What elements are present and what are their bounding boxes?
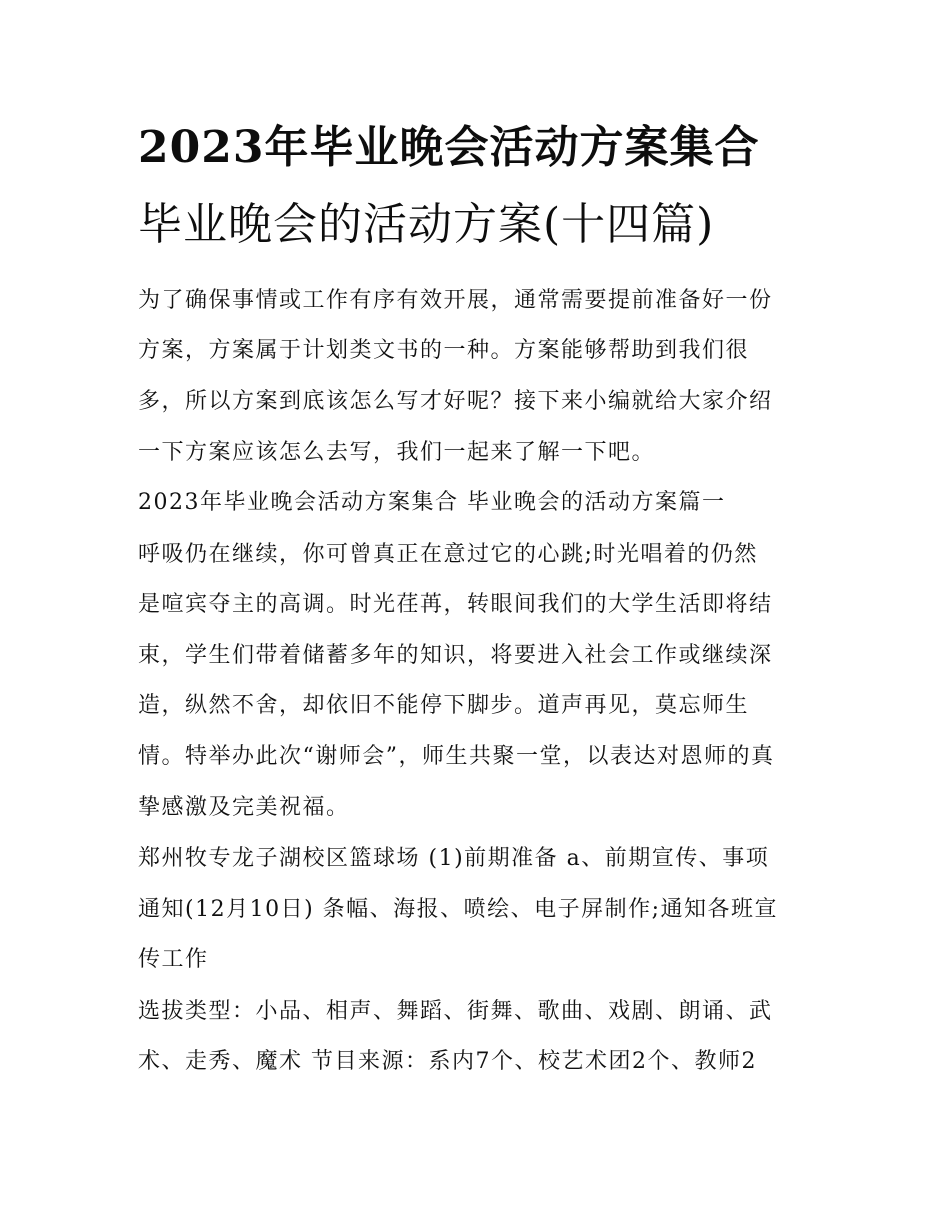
body-text-line: 造，纵然不舍，却依旧不能停下脚步。道声再见，莫忘师生	[138, 693, 750, 718]
body-text-line: 挚感激及完美祝福。	[138, 795, 350, 820]
body-text-line: 选拔类型：小品、相声、舞蹈、街舞、歌曲、戏剧、朗诵、武	[138, 999, 773, 1024]
document-title-line-2: 毕业晚会的活动方案(十四篇)	[138, 199, 715, 250]
body-text-line: 方案，方案属于计划类文书的一种。方案能够帮助到我们很	[138, 338, 750, 363]
body-text-line: 传工作	[138, 947, 209, 972]
body-text-line: 呼吸仍在继续，你可曾真正在意过它的心跳;时光唱着的仍然	[138, 542, 758, 567]
body-text-line: 术、走秀、魔术 节目来源：系内7个、校艺术团2个、教师2	[138, 1049, 757, 1074]
body-text-line: 通知(12月10日) 条幅、海报、喷绘、电子屏制作;通知各班宣	[138, 897, 779, 922]
body-text-line: 为了确保事情或工作有序有效开展，通常需要提前准备好一份	[138, 288, 773, 313]
document-title-line-1: 2023年毕业晚会活动方案集合	[138, 122, 760, 173]
body-text-line: 是喧宾夺主的高调。时光荏苒，转眼间我们的大学生活即将结	[138, 592, 773, 617]
body-text-line: 束，学生们带着储蓄多年的知识，将要进入社会工作或继续深	[138, 643, 773, 668]
body-text-line: 情。特举办此次“谢师会”，师生共聚一堂，以表达对恩师的真	[138, 744, 775, 769]
body-text-line: 郑州牧专龙子湖校区篮球场 (1)前期准备 a、前期宣传、事项	[138, 846, 770, 871]
section-heading-line: 2023年毕业晚会活动方案集合 毕业晚会的活动方案篇一	[138, 490, 726, 515]
body-text-line: 一下方案应该怎么去写，我们一起来了解一下吧。	[138, 440, 656, 465]
body-text-line: 多，所以方案到底该怎么写才好呢？接下来小编就给大家介绍	[138, 389, 773, 414]
